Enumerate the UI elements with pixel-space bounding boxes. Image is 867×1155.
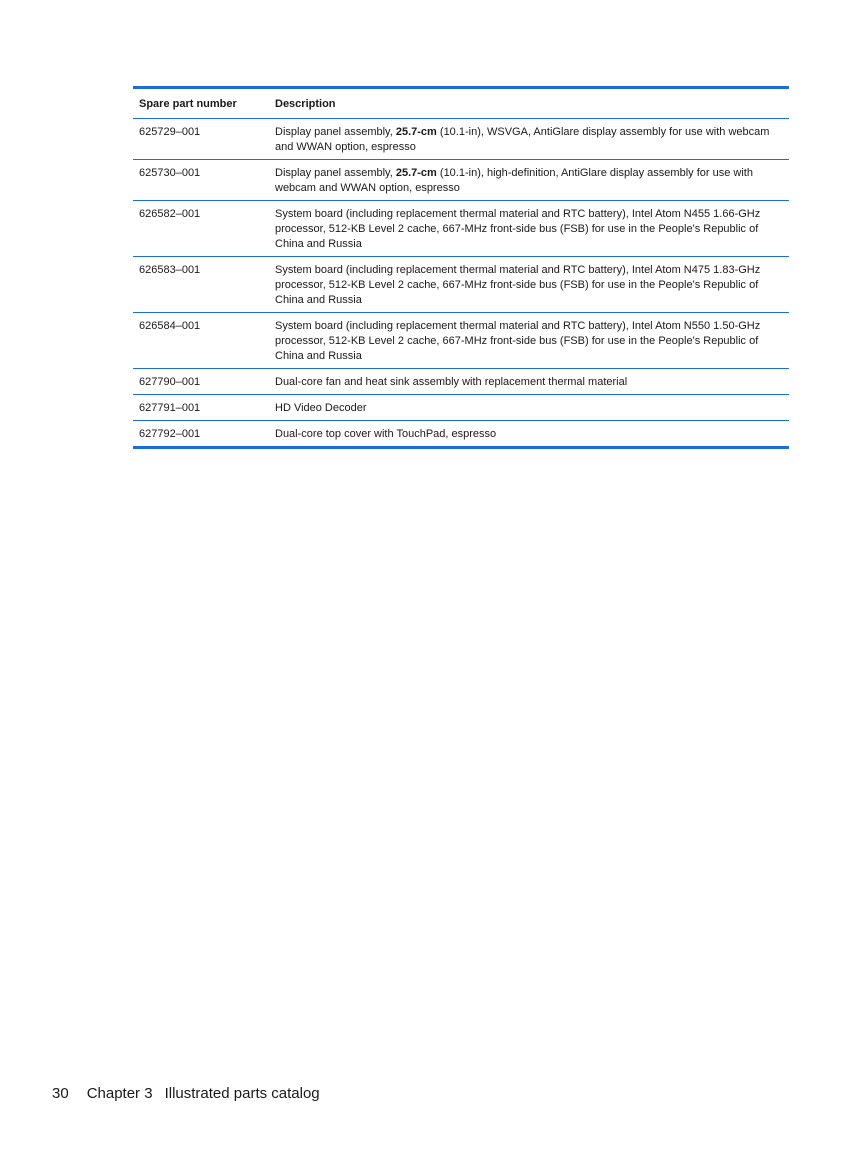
parts-table [133, 86, 789, 449]
description-cell [269, 119, 789, 160]
part-number-cell: 627790–001 [133, 369, 269, 395]
description-bold-text: 25.7-cm [395, 126, 437, 138]
description-text: System board (including replacement thermal material and RTC battery), Intel Atom N550 1.50-GHz processor, 512-KB Level 2 cache, 667-MHz front-side bus (FSB) for use in the People's Republic of China and Russia [275, 320, 761, 362]
table-row [133, 160, 789, 201]
description-text: Display panel assembly, [275, 126, 396, 138]
description-text: HD Video Decoder [275, 402, 367, 414]
table-header-row [133, 88, 789, 119]
description-text: System board (including replacement thermal material and RTC battery), Intel Atom N475 1.83-GHz processor, 512-KB Level 2 cache, 667-MHz front-side bus (FSB) for use in the People's Republic of China and Russia [275, 264, 761, 306]
part-number-cell: 627791–001 [133, 395, 269, 421]
table-body [133, 119, 789, 448]
description-cell [269, 160, 789, 201]
description-text: Dual-core top cover with TouchPad, espresso [275, 428, 497, 440]
table-row [133, 369, 789, 395]
part-number-cell: 625729–001 [133, 119, 269, 160]
description-cell [269, 201, 789, 257]
chapter-label: Chapter 3 [86, 1085, 153, 1102]
chapter-title: Illustrated parts catalog [164, 1085, 320, 1102]
part-number-cell: 626584–001 [133, 313, 269, 369]
table-row [133, 395, 789, 421]
table-header [133, 88, 789, 119]
header-spare-part-number: Spare part number [133, 88, 269, 119]
part-number-cell: 626582–001 [133, 201, 269, 257]
description-text: Dual-core fan and heat sink assembly with replacement thermal material [275, 376, 628, 388]
description-cell [269, 369, 789, 395]
part-number-cell: 626583–001 [133, 257, 269, 313]
table-row [133, 119, 789, 160]
description-text: System board (including replacement thermal material and RTC battery), Intel Atom N455 1.66-GHz processor, 512-KB Level 2 cache, 667-MHz front-side bus (FSB) for use in the People's Republic of China and Russia [275, 208, 761, 250]
part-number-cell: 627792–001 [139, 428, 201, 440]
description-text: (10.1-in), high-definition, AntiGlare display assembly for use with webcam and WWAN option, espresso [275, 167, 753, 194]
table-row [133, 313, 789, 369]
table-row [133, 257, 789, 313]
description-cell [269, 257, 789, 313]
header-description: Description [269, 88, 789, 119]
page-number: 30 [52, 1085, 69, 1102]
description-text: (10.1-in), WSVGA, AntiGlare display assembly for use with webcam and WWAN option, espresso [275, 126, 770, 153]
part-number-cell: 625730–001 [133, 160, 269, 201]
description-cell [269, 395, 789, 421]
table-row [133, 201, 789, 257]
description-cell [269, 313, 789, 369]
description-cell [269, 421, 789, 448]
page-footer [52, 1085, 320, 1102]
table-row [133, 421, 789, 448]
description-text: Display panel assembly, [275, 167, 396, 179]
description-bold-text: 25.7-cm [395, 167, 437, 179]
